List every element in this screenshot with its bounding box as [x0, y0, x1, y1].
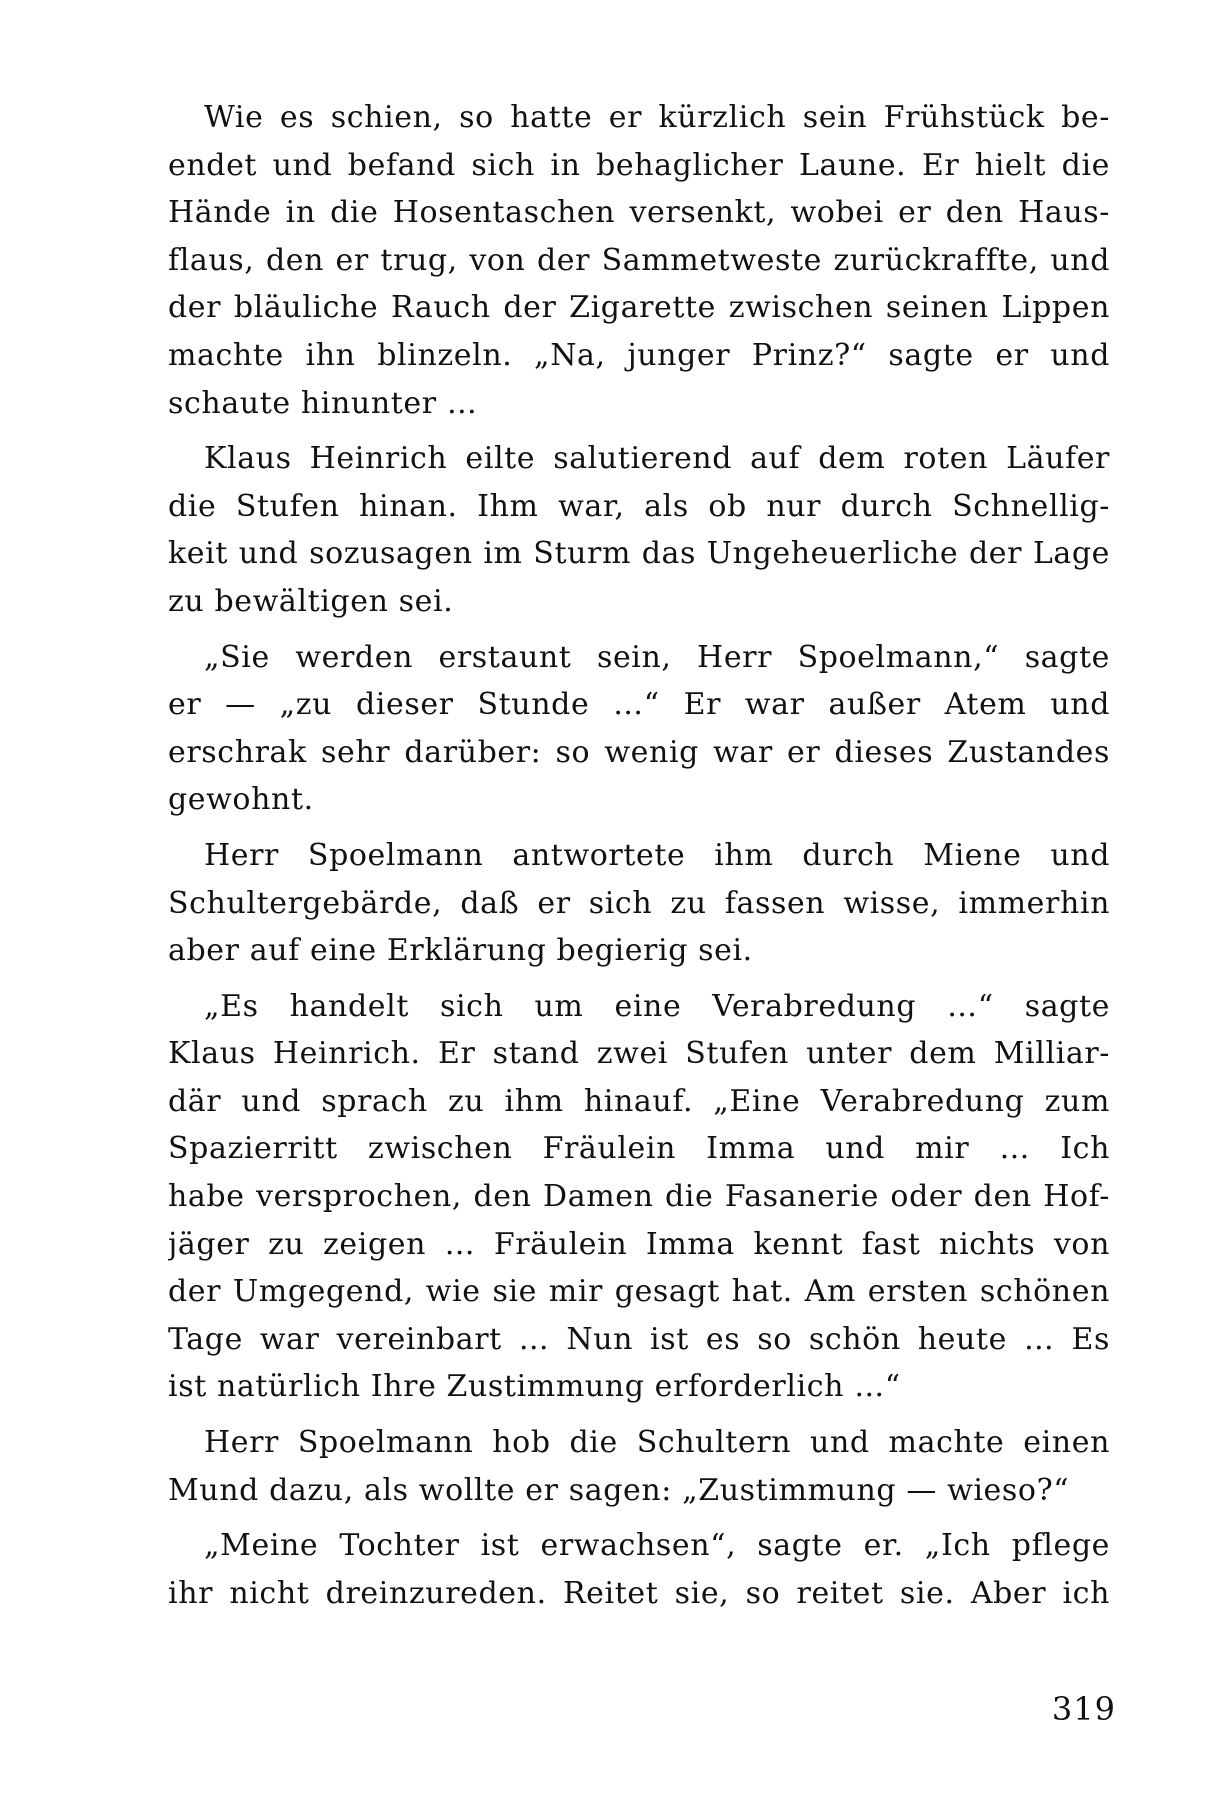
text-line: machte ihn blinzeln. „Na, junger Prinz?“ sagte er und	[168, 337, 1110, 373]
text-line: Herr Spoelmann hob die Schultern und machte einen	[204, 1425, 1110, 1461]
text-line: Schultergebärde, daß er sich zu fassen wisse, immerhin	[168, 885, 1110, 921]
paragraph	[168, 94, 1110, 427]
text-line: zu bewältigen sei.	[168, 583, 454, 619]
text-line: schaute hinunter …	[168, 385, 478, 421]
text-line: jäger zu zeigen … Fräulein Imma kennt fast nichts von	[168, 1226, 1110, 1262]
text-line: Klaus Heinrich. Er stand zwei Stufen unter dem Milliar-	[168, 1036, 1110, 1072]
body-text	[168, 94, 1110, 1617]
text-line: endet und befand sich in behaglicher Laune. Er hielt die	[168, 147, 1110, 183]
text-line: Hände in die Hosentaschen versenkt, wobei er den Haus-	[168, 195, 1110, 231]
paragraph	[168, 435, 1110, 625]
text-line: gewohnt.	[168, 782, 314, 818]
text-line: habe versprochen, den Damen die Fasanerie oder den Hof-	[168, 1179, 1110, 1215]
text-line: erschrak sehr darüber: so wenig war er dieses Zustandes	[168, 734, 1110, 770]
text-line: Tage war vereinbart … Nun ist es so schön heute … Es	[168, 1321, 1110, 1357]
text-line: Klaus Heinrich eilte salutierend auf dem roten Läufer	[204, 441, 1110, 477]
text-line: ihr nicht dreinzureden. Reitet sie, so reitet sie. Aber ich	[168, 1575, 1110, 1611]
paragraph	[168, 1419, 1110, 1514]
text-line: „Sie werden erstaunt sein, Herr Spoelmann,“ sagte	[204, 639, 1110, 675]
paragraph	[168, 634, 1110, 824]
text-line: Wie es schien, so hatte er kürzlich sein Frühstück be-	[204, 100, 1110, 135]
text-line: ist natürlich Ihre Zustimmung erforderlich …“	[168, 1369, 901, 1405]
text-line: där und sprach zu ihm hinauf. „Eine Verabredung zum	[168, 1083, 1110, 1119]
text-line: „Meine Tochter ist erwachsen“, sagte er. „Ich pflege	[204, 1528, 1110, 1564]
page-number: 319	[1051, 1690, 1116, 1728]
text-line: der Umgegend, wie sie mir gesagt hat. Am ersten schönen	[168, 1274, 1110, 1310]
text-line: keit und sozusagen im Sturm das Ungeheuerliche der Lage	[168, 536, 1110, 572]
text-line: Herr Spoelmann antwortete ihm durch Miene und	[204, 837, 1110, 873]
text-line: Mund dazu, als wollte er sagen: „Zustimmung — wieso?“	[168, 1472, 1070, 1508]
paragraph	[168, 1522, 1110, 1617]
text-line: aber auf eine Erklärung begierig sei.	[168, 933, 753, 969]
text-line: er — „zu dieser Stunde …“ Er war außer Atem und	[168, 687, 1110, 723]
text-line: der bläuliche Rauch der Zigarette zwischen seinen Lippen	[168, 290, 1110, 326]
text-line: Spazierritt zwischen Fräulein Imma und mir … Ich	[168, 1131, 1110, 1167]
paragraph	[168, 983, 1110, 1411]
text-line: „Es handelt sich um eine Verabredung …“ sagte	[204, 988, 1110, 1024]
paragraph	[168, 832, 1110, 975]
text-line: die Stufen hinan. Ihm war, als ob nur durch Schnellig-	[168, 488, 1110, 524]
text-line: flaus, den er trug, von der Sammetweste zurückraffte, und	[168, 242, 1110, 278]
